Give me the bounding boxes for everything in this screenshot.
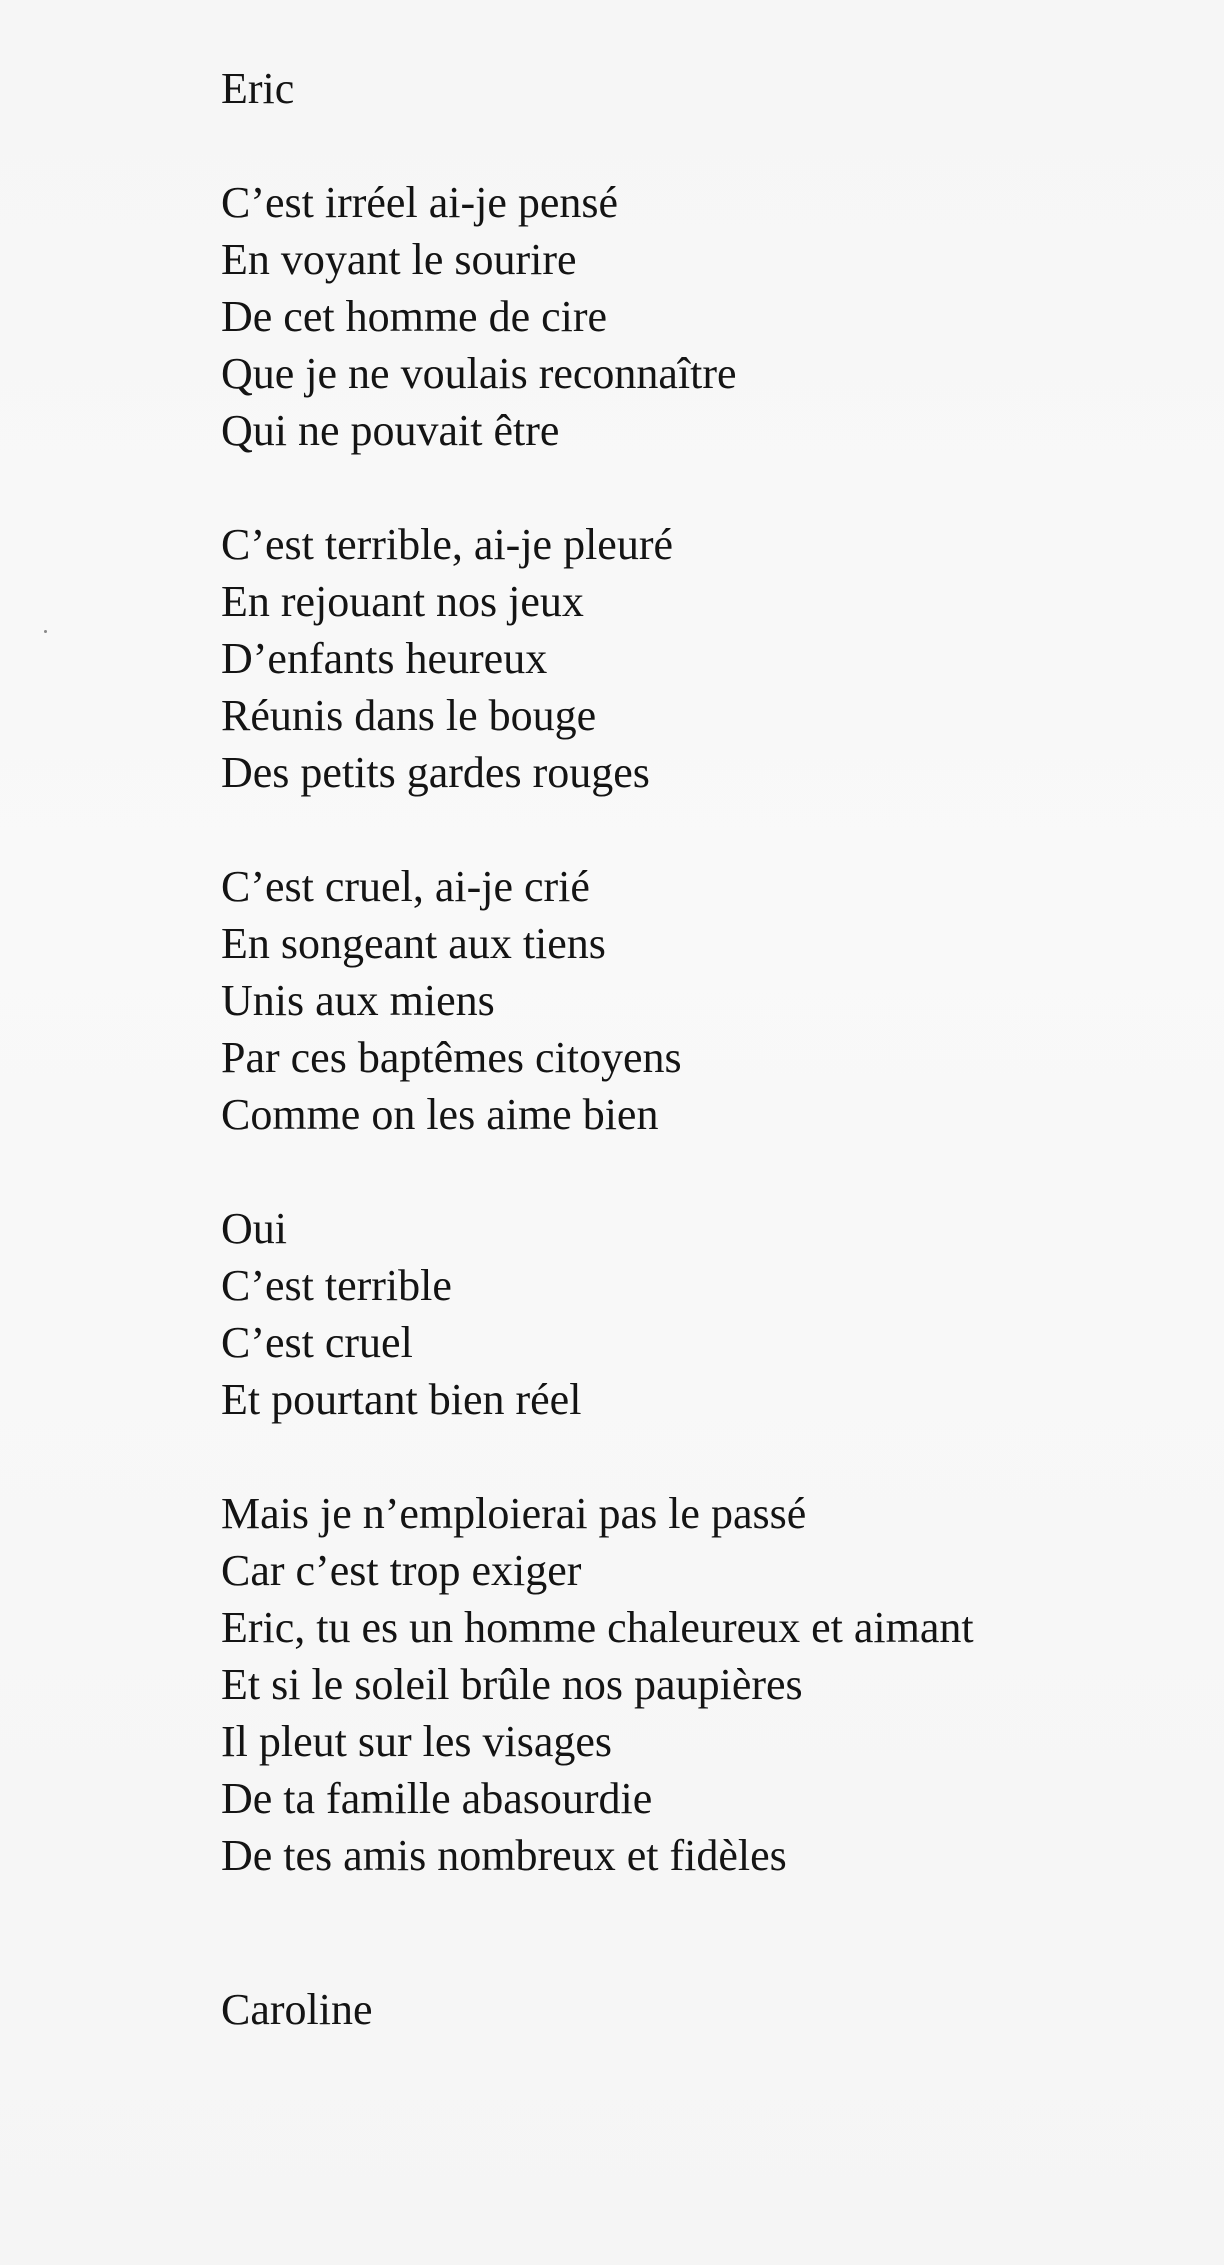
poem-line: Comme on les aime bien bbox=[221, 1090, 659, 1139]
stanza-gap bbox=[221, 459, 1181, 516]
stanza-4 bbox=[221, 1200, 1181, 1428]
stanza-gap bbox=[221, 801, 1181, 858]
poem-line: En rejouant nos jeux bbox=[221, 577, 584, 626]
poem-line: C’est irréel ai-je pensé bbox=[221, 178, 619, 227]
poem-line: C’est terrible bbox=[221, 1261, 452, 1310]
poem-line: Des petits gardes rouges bbox=[221, 748, 650, 797]
scan-speck bbox=[44, 630, 47, 633]
poem-line: Par ces baptêmes citoyens bbox=[221, 1033, 682, 1082]
poem-line: Mais je n’emploierai pas le passé bbox=[221, 1489, 807, 1538]
poem-line: C’est cruel bbox=[221, 1318, 413, 1367]
poem-line: Réunis dans le bouge bbox=[221, 691, 597, 740]
poem-line: Il pleut sur les visages bbox=[221, 1717, 613, 1766]
stanza-gap bbox=[221, 1143, 1181, 1200]
poem-line: Car c’est trop exiger bbox=[221, 1546, 582, 1595]
signature: Caroline bbox=[221, 1985, 373, 2034]
poem-title: Eric bbox=[221, 64, 295, 113]
poem-line: Qui ne pouvait être bbox=[221, 406, 560, 455]
poem-line: Unis aux miens bbox=[221, 976, 495, 1025]
poem-line: De ta famille abasourdie bbox=[221, 1774, 653, 1823]
signature-gap bbox=[221, 1884, 1181, 1981]
stanza-5 bbox=[221, 1485, 1181, 1884]
poem-line: De tes amis nombreux et fidèles bbox=[221, 1831, 787, 1880]
poem-line: C’est cruel, ai-je crié bbox=[221, 862, 590, 911]
stanza-gap bbox=[221, 1428, 1181, 1485]
poem-line: Eric, tu es un homme chaleureux et aimant bbox=[221, 1603, 974, 1652]
poem-line: D’enfants heureux bbox=[221, 634, 548, 683]
poem-line: Que je ne voulais reconnaître bbox=[221, 349, 737, 398]
stanza-3 bbox=[221, 858, 1181, 1143]
stanza-2 bbox=[221, 516, 1181, 801]
stanza-1 bbox=[221, 174, 1181, 459]
poem-line: Oui bbox=[221, 1204, 287, 1253]
poem-line: C’est terrible, ai-je pleuré bbox=[221, 520, 674, 569]
poem-line: Et pourtant bien réel bbox=[221, 1375, 582, 1424]
poem-line: En voyant le sourire bbox=[221, 235, 577, 284]
poem-line: En songeant aux tiens bbox=[221, 919, 606, 968]
poem bbox=[221, 60, 1181, 2038]
stanza-gap bbox=[221, 117, 1181, 174]
poem-line: De cet homme de cire bbox=[221, 292, 608, 341]
poem-line: Et si le soleil brûle nos paupières bbox=[221, 1660, 803, 1709]
